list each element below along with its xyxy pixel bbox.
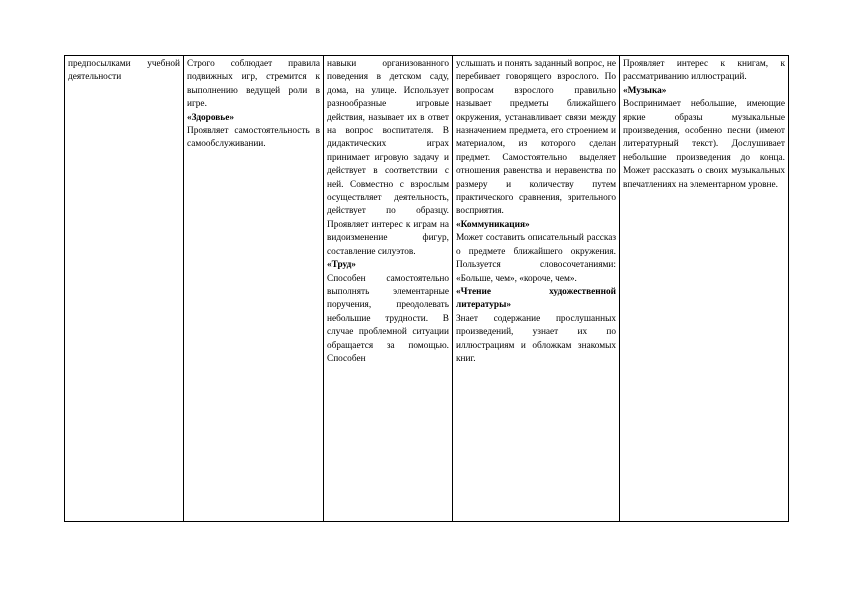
cell-paragraph: Способен самостоятельно выполнять элементарные поручения, преодолевать небольшие трудности. В случае проблемной ситуации обращается за помощью. Способен (327, 273, 449, 364)
section-heading-health: «Здоровье» (187, 112, 234, 123)
cell-text: предпосылками учебной деятельности (68, 59, 180, 83)
table-cell-col4 (453, 56, 620, 522)
cell-paragraph: Воспринимает небольшие, имеющие яркие образы музыкальные произведения, особенно песни (имеют литературный текст). Дослушивает небольшие произведения до конца. Может рассказать о своих музыкальных впечатлениях на элементарном уровне. (623, 99, 785, 190)
table-row (65, 56, 789, 522)
table-cell-col3 (324, 56, 453, 522)
section-heading-communication: «Коммуникация» (456, 219, 530, 230)
cell-paragraph: Проявляет интерес к книгам, к рассматриванию иллюстраций. (623, 59, 785, 83)
cell-paragraph: Строго соблюдает правила подвижных игр, стремится к выполнению ведущей роли в игре. (187, 59, 320, 110)
cell-paragraph: услышать и понять заданный вопрос, не перебивает говорящего взрослого. По вопросам взрослого правильно называет предметы ближайшего окружения, устанавливает связи между назначением предмета, его строением и материалом, из которого сделан предмет. Самостоятельно выделяет отношения равенства и неравенства по размеру и количеству путем практического сравнения, зрительного восприятия. (456, 59, 616, 217)
table-cell-col2 (184, 56, 324, 522)
section-heading-labor: «Труд» (327, 260, 356, 271)
cell-paragraph: Проявляет самостоятельность в самообслуживании. (187, 126, 320, 150)
table-cell-col1 (65, 56, 184, 522)
cell-paragraph: навыки организованного поведения в детском саду, дома, на улице. Использует разнообразные игровые действия, называет их в ответ на вопрос воспитателя. В дидактических играх принимает игровую задачу и действует в соответствии с ней. Совместно с взрослым осуществляет деятельность, действует по образцу. Проявляет интерес к играм на видоизменение фигур, составление силуэтов. (327, 59, 449, 257)
cell-paragraph: Знает содержание прослушанных произведений, узнает их по иллюстрациям и обложкам знакомых книг. (456, 313, 616, 364)
section-heading-reading: «Чтение художественной литературы» (456, 286, 616, 311)
table-cell-col5 (620, 56, 789, 522)
competency-table (64, 55, 789, 522)
section-heading-music: «Музыка» (623, 85, 667, 96)
cell-paragraph: Может составить описательный рассказ о предмете ближайшего окружения. Пользуется словосочетаниями: «Больше, чем», «короче, чем». (456, 233, 616, 284)
